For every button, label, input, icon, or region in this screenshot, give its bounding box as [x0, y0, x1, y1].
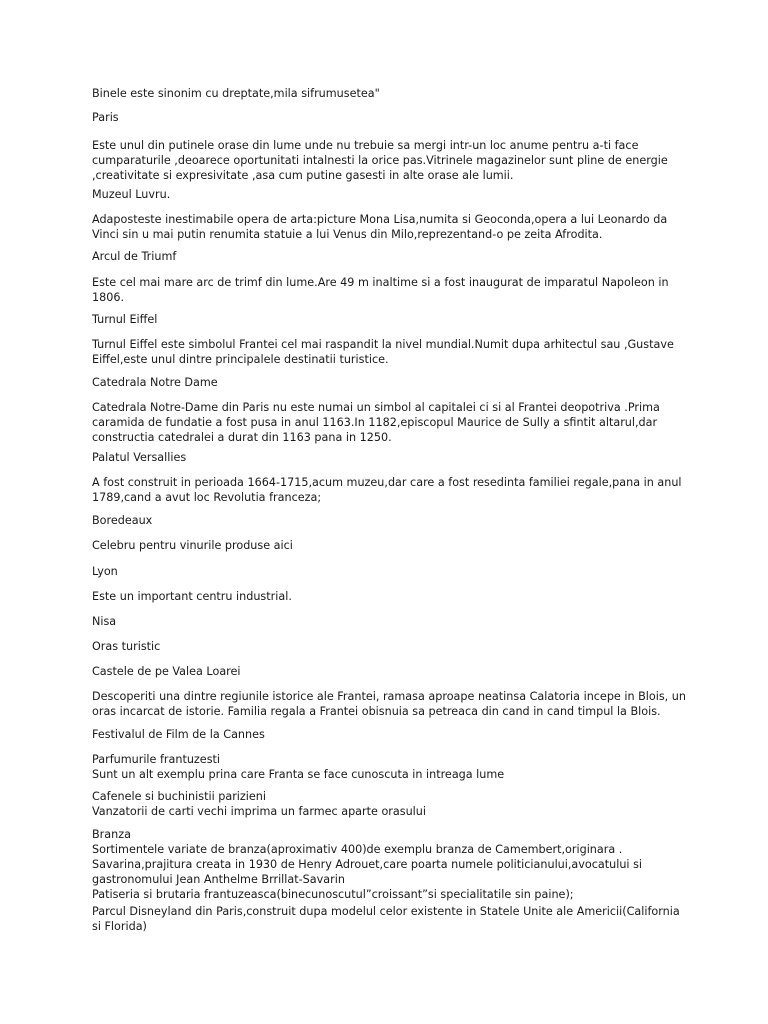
paragraph: Parfumurile frantuzesti Sunt un alt exemplu prina care Franta se face cunoscuta in intreaga lume — [92, 753, 505, 781]
paragraph: Cafenele si buchinistii parizieni Vanzatorii de carti vechi imprima un farmec aparte orasului — [92, 790, 426, 818]
paragraph: Binele este sinonim cu dreptate,mila sifrumusetea" — [92, 87, 380, 100]
section-heading: Palatul Versallies — [92, 451, 187, 464]
paragraph: Turnul Eiffel este simbolul Frantei cel mai raspandit la nivel mundial.Numit dupa arhitectul sau ,Gustave Eiffel,este unul dintre principalele destinatii turistice. — [92, 338, 674, 366]
section-heading: Boredeaux — [92, 514, 153, 527]
paragraph: A fost construit in perioada 1664-1715,acum muzeu,dar care a fost resedinta familiei regale,pana in anul 1789,cand a avut loc Revolutia franceza; — [92, 476, 682, 504]
paragraph: Catedrala Notre-Dame din Paris nu este numai un simbol al capitalei ci si al Frantei deopotriva .Prima caramida de fundatie a fost pusa in anul 1163.In 1182,episcopul Maurice de Sully a sfintit altarul,dar constructia catedralei a durat din 1163 pana in 1250. — [92, 401, 660, 444]
section-heading: Paris — [92, 111, 119, 124]
paragraph: Adaposteste inestimabile opera de arta:picture Mona Lisa,numita si Geoconda,opera a lui Leonardo da Vinci sin u mai putin renumita statuie a lui Venus din Milo,reprezentand-o pe zeita Afrodita. — [92, 213, 668, 241]
paragraph: Celebru pentru vinurile produse aici — [92, 539, 293, 552]
paragraph: Branza Sortimentele variate de branza(aproximativ 400)de exemplu branza de Camembert,originara . Savarina,prajitura creata in 1930 de Henry Adrouet,care poarta numele politicianului,avocatului si gastronomului Jean Anthelme Brrillat-Savarin Patiseria si brutaria frantuzeasca(binecunoscutul”croissant”si specialitatile sin paine); — [92, 828, 643, 901]
paragraph: Este unul din putinele orase din lume unde nu trebuie sa mergi intr-un loc anume pentru a-ti face cumparaturile ,deoarece oportunitati intalnesti la orice pas.Vitrinele magazinelor sunt pline de energie ,creativitate si expresivitate ,asa cum putine gasesti in alte orase ale lumii. — [92, 139, 668, 182]
paragraph: Descoperiti una dintre regiunile istorice ale Frantei, ramasa aproape neatinsa Calatoria incepe in Blois, un oras incarcat de istorie. Familia regala a Frantei obisnuia sa petreaca din cand in cand timpul la Blois. — [92, 690, 686, 718]
section-heading: Turnul Eiffel — [92, 313, 158, 326]
section-heading: Nisa — [92, 615, 117, 628]
section-heading: Arcul de Triumf — [92, 250, 177, 263]
paragraph: Parcul Disneyland din Paris,construit dupa modelul celor existente in Statele Unite ale Americii(California si Florida) — [92, 905, 680, 933]
section-heading: Lyon — [92, 565, 118, 578]
paragraph: Este un important centru industrial. — [92, 590, 292, 603]
section-heading: Festivalul de Film de la Cannes — [92, 728, 265, 741]
section-heading: Muzeul Luvru. — [92, 188, 171, 201]
paragraph: Este cel mai mare arc de trimf din lume.Are 49 m inaltime si a fost inaugurat de imparatul Napoleon in 1806. — [92, 276, 669, 304]
section-heading: Castele de pe Valea Loarei — [92, 665, 241, 678]
paragraph: Oras turistic — [92, 640, 161, 653]
section-heading: Catedrala Notre Dame — [92, 376, 218, 389]
